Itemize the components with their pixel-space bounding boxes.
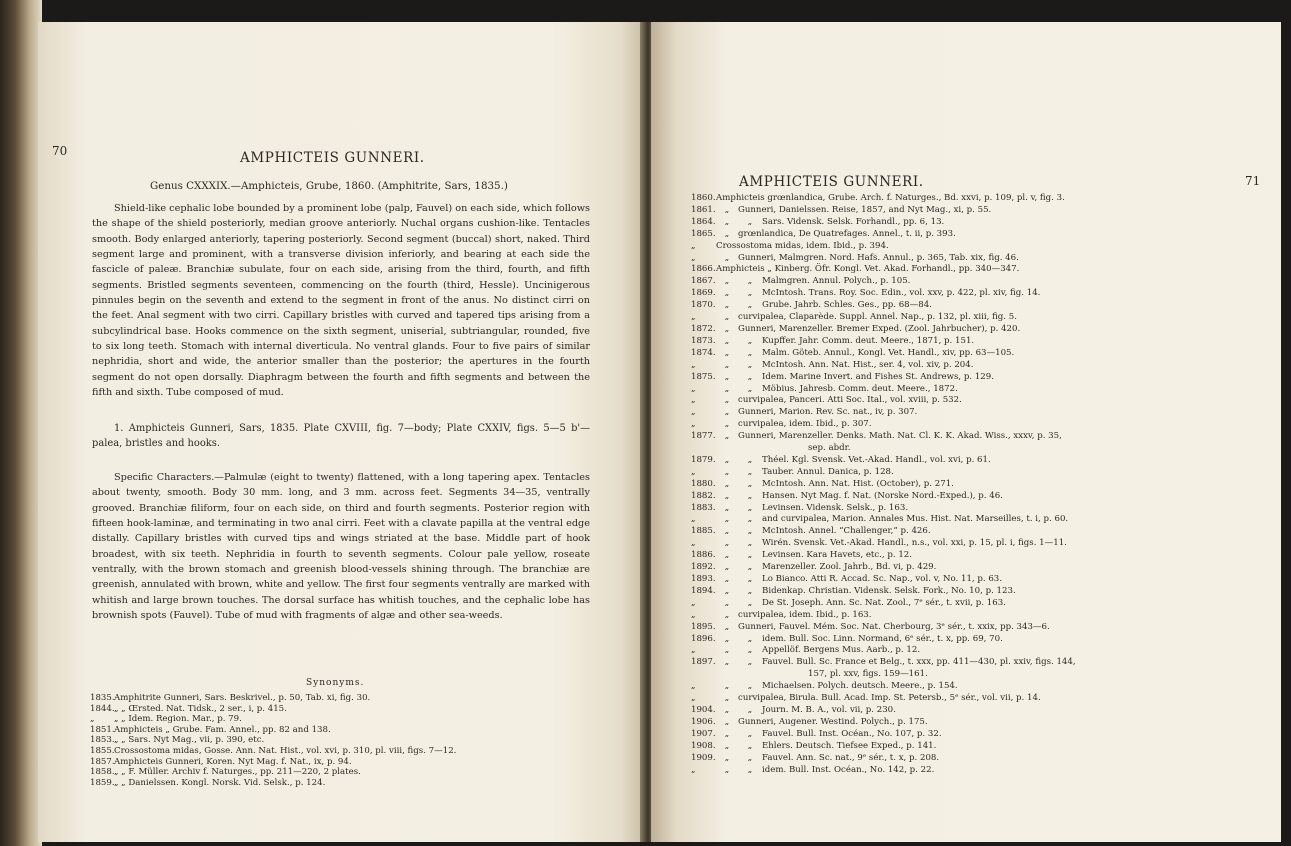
synonym-entry (90, 767, 590, 778)
synonym-year: „ (691, 252, 696, 263)
synonym-entry (691, 550, 1271, 562)
synonym-entry (691, 372, 1271, 384)
synonym-citation: Journ. M. B. A., vol. vii, p. 230. (762, 704, 896, 715)
synonym-entry (691, 193, 1271, 205)
synonym-entry (691, 538, 1271, 550)
ditto-mark: „ (747, 752, 753, 763)
synonym-entry (691, 634, 1271, 646)
synonym-year: 1875. (691, 371, 716, 382)
synonym-citation: Gunneri, Marenzeller. Bremer Exped. (Zool. Jahrbucher), p. 420. (738, 323, 1021, 334)
synonym-entry (691, 753, 1271, 765)
ditto-mark: „ (724, 478, 730, 489)
synonym-year: 1906. (691, 716, 716, 727)
synonym-citation: and curvipalea, Marion. Annales Mus. Hist. Nat. Marseilles, t. i, p. 60. (762, 514, 1069, 525)
ditto-mark: „ (747, 478, 753, 489)
synonym-citation: Ehlers. Deutsch. Tiefsee Exped., p. 141. (762, 740, 937, 751)
ditto-mark: „ (724, 323, 730, 334)
synonym-year: „ (691, 359, 696, 370)
synonym-year: 1886. (691, 550, 716, 561)
synonym-citation: „ „ Œrsted. Nat. Tidsk., 2 ser., i, p. 415. (114, 703, 287, 714)
synonym-year: 1882. (691, 490, 716, 501)
species-heading (92, 421, 590, 452)
ditto-mark: „ (724, 657, 730, 668)
synonym-year: „ (691, 693, 696, 704)
species-heading-text: 1. Amphicteis Gunneri, Sars, 1835. Plate CXVIII, fig. 7—body; Plate CXXIV, figs. 5—5 b'—palea, bristles and hooks. (92, 423, 590, 450)
synonym-citation: Idem. Marine Invert. and Fishes St. Andrews, p. 129. (762, 371, 994, 382)
ditto-mark: „ (724, 645, 730, 656)
ditto-mark: „ (724, 300, 730, 311)
synonym-citation: Amphicteis „ Grube. Fam. Annel., pp. 82 and 138. (114, 724, 331, 735)
ditto-mark: „ (747, 574, 753, 584)
synonym-citation: Lo Bianco. Atti R. Accad. Sc. Nap., vol. v, No. 11, p. 63. (762, 574, 1003, 584)
synonym-citation: Théel. Kgl. Svensk. Vet.-Akad. Handl., vol. xvi, p. 61. (762, 454, 991, 465)
ditto-mark: „ (724, 502, 730, 513)
synonym-citation: Malmgren. Annul. Polych., p. 105. (762, 276, 911, 287)
synonym-year: „ (691, 312, 696, 323)
synonym-citation: curvipalea, Birula. Bull. Acad. Imp. St. Petersb., 5ᵉ sér., vol. vii, p. 14. (738, 693, 1041, 704)
synonym-year: „ (691, 645, 696, 656)
synonym-year: 1844. (90, 703, 115, 714)
synonym-year: 1880. (691, 478, 716, 489)
ditto-mark: „ (724, 288, 730, 299)
synonym-citation: McIntosh. Trans. Roy. Soc. Edin., vol. xxv, p. 422, pl. xiv, fig. 14. (762, 288, 1041, 299)
synonym-citation: Sars. Vidensk. Selsk. Forhandl., pp. 6, 13. (762, 216, 945, 227)
synonym-entry (691, 562, 1271, 574)
synonym-year (691, 669, 716, 681)
synonym-year: 1907. (691, 728, 716, 739)
synonym-citation: McIntosh. Ann. Nat. Hist., ser. 4, vol. xiv, p. 204. (762, 359, 974, 370)
synonym-citation: Gunneri, Marenzeller. Denks. Math. Nat. Cl. K. K. Akad. Wiss., xxxv, p. 35, (738, 431, 1062, 442)
synonym-year: „ (691, 681, 696, 692)
book-binding-edge (0, 0, 42, 846)
ditto-mark: „ (747, 538, 753, 549)
ditto-mark: „ (747, 514, 753, 525)
synonym-entry (691, 610, 1271, 622)
synonym-year: „ (691, 240, 696, 251)
synonym-entry (691, 336, 1271, 348)
synonym-citation: grœnlandica, De Quatrefages. Annel., t. ii, p. 393. (738, 228, 956, 239)
ditto-mark: „ (747, 597, 753, 608)
ditto-mark: „ (747, 704, 753, 715)
synonym-entry (691, 526, 1271, 538)
synonym-entry (691, 264, 1271, 276)
specific-characters (92, 470, 590, 623)
synonym-entry (691, 729, 1271, 741)
right-page (651, 22, 1281, 842)
synonym-entry (691, 229, 1271, 241)
synonym-citation: Gunneri, Malmgren. Nord. Hafs. Annul., p. 365, Tab. xix, fig. 46. (738, 252, 1019, 263)
synonym-citation: Levinsen. Kara Havets, etc., p. 12. (762, 550, 912, 561)
ditto-mark: „ (747, 454, 753, 465)
ditto-mark: „ (747, 740, 753, 751)
synonym-entry (90, 704, 590, 715)
ditto-mark: „ (724, 526, 730, 537)
synonym-year: „ (691, 514, 696, 525)
left-page (38, 22, 644, 842)
synonym-year: 1894. (691, 585, 716, 596)
synonym-year: „ (691, 609, 696, 620)
synonym-citation: „ „ Idem. Region. Mar., p. 79. (114, 714, 242, 725)
synonym-entry (691, 407, 1271, 419)
ditto-mark: „ (724, 359, 730, 370)
synonym-year: 1897. (691, 657, 716, 668)
synonym-year: 1867. (691, 276, 716, 287)
synonym-year: 1909. (691, 752, 716, 763)
synonym-year: 1877. (691, 431, 716, 442)
synonym-entry (691, 645, 1271, 657)
synonym-entry (691, 669, 1271, 681)
synonym-citation: Tauber. Annul. Danica, p. 128. (762, 466, 894, 477)
ditto-mark: „ (747, 526, 753, 537)
ditto-mark: „ (724, 621, 730, 632)
synonym-citation: Marenzeller. Zool. Jahrb., Bd. vi, p. 429. (762, 562, 937, 573)
synonym-entry (90, 757, 590, 768)
synonym-year: 1904. (691, 704, 716, 715)
genus-heading (110, 179, 590, 194)
ditto-mark: „ (724, 693, 730, 704)
synonym-citation: Amphicteis Gunneri, Koren. Nyt Mag. f. Nat., ix, p. 94. (114, 756, 352, 767)
synonym-year: „ (691, 407, 696, 418)
ditto-mark: „ (747, 216, 753, 227)
synonym-citation: Kupffer. Jahr. Comm. deut. Meere., 1871, p. 151. (762, 335, 975, 346)
ditto-mark: „ (747, 335, 753, 346)
ditto-mark: „ (747, 681, 753, 692)
synonym-citation: Bidenkap. Christian. Vidensk. Selsk. Fork., No. 10, p. 123. (762, 585, 1016, 596)
synonym-year: 1895. (691, 621, 716, 632)
synonym-year: 1835. (90, 693, 115, 703)
ditto-mark: „ (724, 395, 730, 406)
synonym-entry (90, 735, 590, 746)
synonym-citation: „ „ F. Müller. Archiv f. Naturges., pp. 211—220, 2 plates. (114, 767, 361, 778)
synonym-citation: Grube. Jahrb. Schles. Ges., pp. 68—84. (762, 300, 932, 311)
ditto-mark: „ (724, 585, 730, 596)
synonym-citation: sep. abdr. (808, 443, 851, 454)
ditto-mark: „ (747, 645, 753, 656)
genus-description-text: Shield-like cephalic lobe bounded by a prominent lobe (palp, Fauvel) on each side, which follows the shape of the shield posteriorly, median groove anteriorly. Nuchal organs cushion-like. Tentacles smooth. Body enlarged anteriorly, tapering posteriorly. Second segment (buccal) short, naked. Third segment large and prominent, with a transverse division inferiorly, and bearing at each side the fascicle of paleæ. Branchiæ subulate, four on each side, arising from the third, fourth, and fifth segments. Bristled segments seventeen, commencing on the fourth (third, Hessle). Uncinigerous pinnules begin on the seventh and extend to the segment in front of the anus. No distinct cirri on the feet. Anal segment with two cirri. Capillary bristles with curved and tapered tips arising from a subcylindrical base. Hooks commence on the sixth segment, uniserial, subtriangular, rounded, five to six long teeth. Stomach with internal diverticula. No ventral glands. Four to five pairs of similar nephridia, short and wide, the anterior smaller than the posterior; the apertures in the fourth segment do not open dorsally. Diaphragm between the fourth and fifth segments and between the fifth and sixth. Tube composed of mud. (92, 203, 590, 399)
ditto-mark: „ (724, 252, 730, 263)
ditto-mark: „ (724, 312, 730, 323)
synonym-citation: Malm. Göteb. Annul., Kongl. Vet. Handl., xiv, pp. 63—105. (762, 347, 1015, 358)
ditto-mark: „ (724, 704, 730, 715)
synonym-entry (691, 586, 1271, 598)
synonym-entry (691, 681, 1271, 693)
synonym-entry (691, 455, 1271, 467)
ditto-mark: „ (724, 574, 730, 584)
ditto-mark: „ (724, 228, 730, 239)
synonym-entry (691, 741, 1271, 753)
synonym-entry (691, 467, 1271, 479)
synonym-citation: idem. Bull. Inst. Océan., No. 142, p. 22. (762, 764, 935, 775)
ditto-mark: „ (724, 681, 730, 692)
synonym-entry (691, 312, 1271, 324)
synonym-year: 1858. (90, 767, 115, 778)
synonym-year: 1855. (90, 745, 115, 756)
ditto-mark: „ (724, 716, 730, 727)
ditto-mark: „ (747, 347, 753, 358)
synonym-year: 1864. (691, 216, 716, 227)
synonym-entry (691, 324, 1271, 336)
synonym-year: „ (691, 597, 696, 608)
synonym-citation: Gunneri, Marion. Rev. Sc. nat., iv, p. 307. (738, 407, 918, 418)
ditto-mark: „ (724, 597, 730, 608)
synonym-year: 1851. (90, 724, 115, 735)
ditto-mark: „ (747, 288, 753, 299)
ditto-mark: „ (724, 347, 730, 358)
synonym-citation: Amphicteis „ Kinberg. Öfr. Kongl. Vet. Akad. Forhandl., pp. 340—347. (716, 264, 1020, 275)
synonym-citation: Michaelsen. Polych. deutsch. Meere., p. 154. (762, 681, 958, 692)
synonym-citation: Gunneri, Augener. Westind. Polych., p. 175. (738, 716, 928, 727)
synonym-year: 1860. (691, 193, 716, 203)
synonym-entry (90, 693, 590, 704)
synonym-entry (691, 479, 1271, 491)
synonym-citation: Fauvel. Bull. Inst. Océan., No. 107, p. 32. (762, 728, 942, 739)
synonym-year: 1865. (691, 228, 716, 239)
synonym-year: „ (691, 383, 696, 394)
synonyms-continued-list (691, 193, 1271, 776)
ditto-mark: „ (724, 633, 730, 644)
ditto-mark: „ (747, 502, 753, 513)
synonym-year: 1853. (90, 735, 115, 746)
synonym-entry (691, 419, 1271, 431)
page-number: 71 (1245, 174, 1261, 188)
synonym-year: „ (90, 714, 95, 725)
specific-characters-text: Specific Characters.—Palmulæ (eight to twenty) flattened, with a long tapering apex. Tentacles about twenty, smooth. Body 30 mm. long, and 3 mm. across feet. Segments 34—35, ventrally grooved. Branchiæ filiform, four on each side, on third and fourth segments. Posterior region with fifteen hook-laminæ, and terminating in two anal cirri. Feet with a clavate papilla at the ventral edge distally. Capillary bristles with curved tips and wings striated at the base. Middle part of hook broadest, with six teeth. Nephridia in fourth to seventh segments. Colour pale yellow, roseate ventrally, with the brown stomach and greenish blood-vessels shining through. The branchiæ are greenish, annulated with brown, white and yellow. The first four segments ventrally are marked with whitish and large brown touches. The dorsal surface has whitish touches, and the cephalic lobe has brownish spots (Fauvel). Tube of mud with fragments of algæ and other sea-weeds. (92, 472, 590, 622)
synonym-entry (90, 746, 590, 757)
synonyms-list (90, 693, 590, 788)
synonym-citation: Hansen. Nyt Mag. f. Nat. (Norske Nord.-Exped.), p. 46. (762, 490, 1003, 501)
ditto-mark: „ (724, 335, 730, 346)
synonym-citation: Amphitrite Gunneri, Sars. Beskrivel., p. 50, Tab. xi, fig. 30. (114, 693, 371, 703)
ditto-mark: „ (747, 490, 753, 501)
synonym-year: „ (691, 419, 696, 430)
ditto-mark: „ (724, 562, 730, 573)
synonym-citation: Crossostoma midas, idem. Ibid., p. 394. (716, 240, 889, 251)
ditto-mark: „ (747, 764, 753, 775)
running-head: AMPHICTEIS GUNNERI. (739, 174, 924, 190)
ditto-mark: „ (724, 407, 730, 418)
ditto-mark: „ (724, 538, 730, 549)
ditto-mark: „ (724, 204, 730, 215)
ditto-mark: „ (724, 383, 730, 394)
synonym-entry (691, 276, 1271, 288)
ditto-mark: „ (724, 431, 730, 442)
synonym-citation: „ „ Danielssen. Kongl. Norsk. Vid. Selsk., p. 124. (114, 777, 326, 788)
synonym-citation: Amphicteis grœnlandica, Grube. Arch. f. Naturges., Bd. xxvi, p. 109, pl. v, fig. 3. (716, 193, 1065, 203)
synonym-entry (90, 725, 590, 736)
synonym-citation: De St. Joseph. Ann. Sc. Nat. Zool., 7ᵉ sér., t. xvii, p. 163. (762, 597, 1006, 608)
synonym-year: 1873. (691, 335, 716, 346)
synonym-citation: curvipalea, idem. Ibid., p. 307. (738, 419, 872, 430)
synonym-year: „ (691, 466, 696, 477)
synonym-citation: Fauvel. Bull. Sc. France et Belg., t. xxx, pp. 411—430, pl. xxiv, figs. 144, (762, 657, 1076, 668)
synonym-citation: Gunneri, Danielssen. Reise, 1857, and Nyt Mag., xi, p. 55. (738, 204, 992, 215)
ditto-mark: „ (724, 740, 730, 751)
synonym-year: 1892. (691, 562, 716, 573)
ditto-mark: „ (724, 550, 730, 561)
synonym-citation: Gunneri, Fauvel. Mém. Soc. Nat. Cherbourg, 3ᵉ sér., t. xxix, pp. 343—6. (738, 621, 1050, 632)
synonym-entry (691, 503, 1271, 515)
synonym-year: 1883. (691, 502, 716, 513)
synonym-entry (691, 360, 1271, 372)
ditto-mark: „ (724, 276, 730, 287)
synonym-citation: Levinsen. Vidensk. Selsk., p. 163. (762, 502, 909, 513)
synonym-entry (691, 205, 1271, 217)
ditto-mark: „ (724, 728, 730, 739)
synonym-citation: curvipalea, Claparède. Suppl. Annel. Nap., p. 132, pl. xiii, fig. 5. (738, 312, 1017, 323)
synonym-entry (691, 705, 1271, 717)
synonym-year: 1857. (90, 756, 115, 767)
synonym-entry (691, 514, 1271, 526)
synonym-year: 1859. (90, 777, 115, 788)
synonym-citation: 157, pl. xxv, figs. 159—161. (808, 669, 928, 680)
synonym-entry (691, 693, 1271, 705)
synonym-entry (691, 598, 1271, 610)
synonym-entry (691, 288, 1271, 300)
synonym-citation: idem. Bull. Soc. Linn. Normand, 6ᵉ sér., t. x, pp. 69, 70. (762, 633, 1003, 644)
ditto-mark: „ (747, 466, 753, 477)
ditto-mark: „ (724, 454, 730, 465)
synonym-year: 1874. (691, 347, 716, 358)
synonym-year: 1870. (691, 300, 716, 311)
ditto-mark: „ (724, 419, 730, 430)
synonym-year: „ (691, 764, 696, 775)
ditto-mark: „ (747, 276, 753, 287)
synonym-entry (691, 431, 1271, 443)
synonym-citation: Appellöf. Bergens Mus. Aarb., p. 12. (762, 645, 921, 656)
synonym-year: 1869. (691, 288, 716, 299)
synonym-year: 1866. (691, 264, 716, 275)
genus-heading-text: Genus CXXXIX.—Amphicteis, Grube, 1860. (Amphitrite, Sars, 1835.) (150, 180, 508, 192)
ditto-mark: „ (724, 466, 730, 477)
synonym-entry (691, 395, 1271, 407)
synonym-entry (691, 657, 1271, 669)
ditto-mark: „ (747, 633, 753, 644)
synonym-entry (691, 217, 1271, 229)
synonym-year: 1872. (691, 323, 716, 334)
ditto-mark: „ (747, 585, 753, 596)
genus-description (92, 201, 590, 400)
synonym-year: „ (691, 538, 696, 549)
synonym-citation: Crossostoma midas, Gosse. Ann. Nat. Hist., vol. xvi, p. 310, pl. viii, figs. 7—12. (114, 745, 457, 756)
ditto-mark: „ (724, 371, 730, 382)
synonym-entry (691, 300, 1271, 312)
synonym-entry (691, 241, 1271, 253)
synonym-entry (691, 622, 1271, 634)
ditto-mark: „ (724, 764, 730, 775)
ditto-mark: „ (747, 657, 753, 668)
synonym-year (691, 443, 716, 455)
synonym-entry (691, 491, 1271, 503)
ditto-mark: „ (724, 216, 730, 227)
synonym-entry (691, 574, 1271, 586)
synonym-year: 1908. (691, 740, 716, 751)
ditto-mark: „ (747, 383, 753, 394)
synonym-citation: McIntosh. Ann. Nat. Hist. (October), p. 271. (762, 478, 954, 489)
synonym-citation: „ „ Sars. Nyt Mag., vii, p. 390, etc. (114, 735, 265, 746)
page-number: 70 (52, 144, 68, 158)
synonym-year: 1893. (691, 574, 716, 584)
ditto-mark: „ (724, 514, 730, 525)
synonym-year: 1885. (691, 526, 716, 537)
synonyms-heading: Synonyms. (306, 678, 365, 688)
ditto-mark: „ (747, 728, 753, 739)
synonym-year: 1896. (691, 633, 716, 644)
ditto-mark: „ (724, 609, 730, 620)
synonym-entry (90, 714, 590, 725)
synonym-citation: curvipalea, Panceri. Atti Soc. Ital., vol. xviii, p. 532. (738, 395, 962, 406)
ditto-mark: „ (724, 490, 730, 501)
ditto-mark: „ (724, 752, 730, 763)
synonym-entry (90, 778, 590, 789)
synonym-entry (691, 348, 1271, 360)
synonym-citation: Fauvel. Ann. Sc. nat., 9ᵉ sér., t. x, p. 208. (762, 752, 940, 763)
ditto-mark: „ (747, 550, 753, 561)
synonym-citation: curvipalea, idem. Ibid., p. 163. (738, 609, 872, 620)
synonym-entry (691, 253, 1271, 265)
ditto-mark: „ (747, 562, 753, 573)
synonym-entry (691, 384, 1271, 396)
synonym-year: 1879. (691, 454, 716, 465)
synonym-citation: McIntosh. Annel. “Challenger,” p. 426. (762, 526, 931, 537)
synonym-entry (691, 717, 1271, 729)
ditto-mark: „ (747, 371, 753, 382)
synonym-year: 1861. (691, 204, 716, 215)
synonym-year: „ (691, 395, 696, 406)
running-head: AMPHICTEIS GUNNERI. (240, 150, 425, 166)
ditto-mark: „ (747, 300, 753, 311)
synonym-citation: Möbius. Jahresb. Comm. deut. Meere., 1872. (762, 383, 958, 394)
synonym-citation: Wirén. Svensk. Vet.-Akad. Handl., n.s., vol. xxi, p. 15, pl. i, figs. 1—11. (762, 538, 1067, 549)
synonym-entry (691, 443, 1271, 455)
ditto-mark: „ (747, 359, 753, 370)
synonym-entry (691, 765, 1271, 777)
